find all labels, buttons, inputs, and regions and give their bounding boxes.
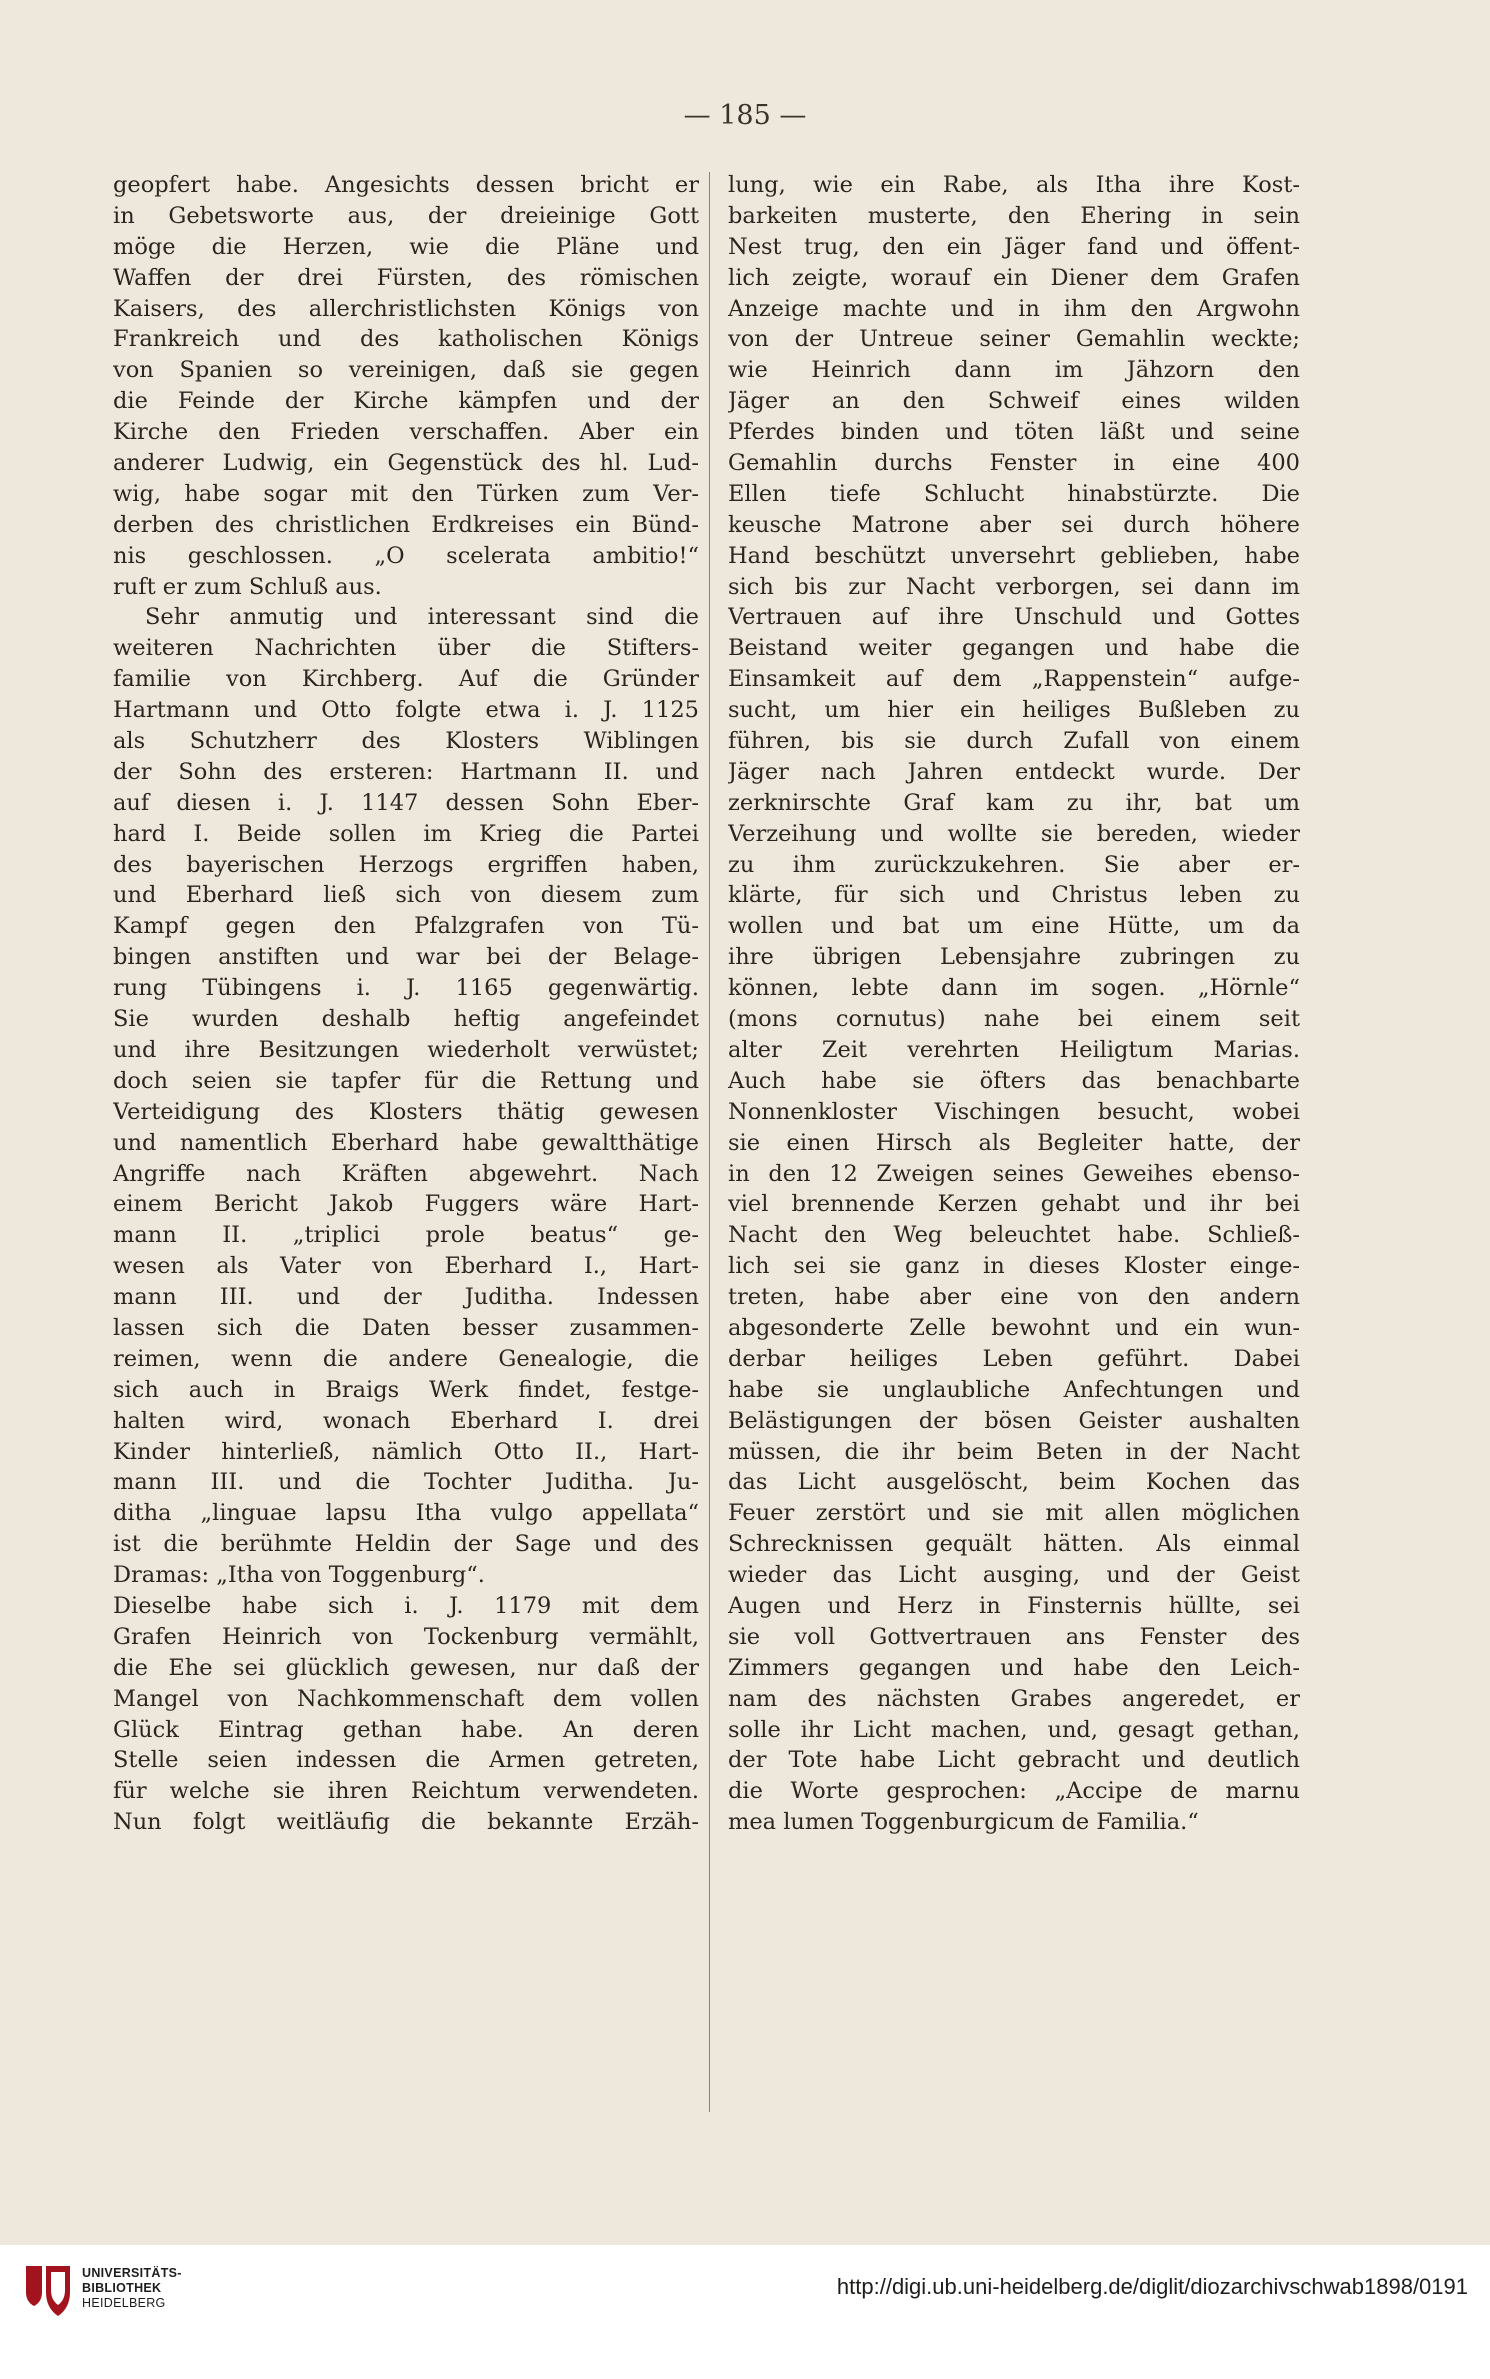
- text-line: treten, habe aber eine von den andern: [728, 1284, 1300, 1311]
- text-line: Zimmers gegangen und habe den Leich-: [728, 1654, 1300, 1681]
- text-line: Kirche den Frieden verschaffen. Aber ein: [113, 419, 699, 446]
- text-line: sie voll Gottvertrauen ans Fenster des: [728, 1623, 1300, 1650]
- text-line: Grafen Heinrich von Tockenburg vermählt,: [113, 1623, 699, 1650]
- text-line: Beistand weiter gegangen und habe die: [728, 635, 1300, 662]
- source-url-link[interactable]: http://digi.ub.uni-heidelberg.de/diglit/diozarchivschwab1898/0191: [836, 2274, 1468, 2299]
- text-line: als Schutzherr des Klosters Wiblingen: [113, 728, 699, 755]
- text-line: wie Heinrich dann im Jähzorn den: [728, 357, 1300, 384]
- text-line: alter Zeit verehrten Heiligtum Marias.: [728, 1036, 1300, 1063]
- text-line: können, lebte dann im sogen. „Hörnle“: [728, 975, 1300, 1002]
- text-line: Gemahlin durchs Fenster in eine 400: [728, 450, 1300, 477]
- text-line: barkeiten musterte, den Ehering in sein: [728, 202, 1300, 229]
- text-line: für welche sie ihren Reichtum verwendeten.: [113, 1778, 699, 1805]
- text-line: (mons cornutus) nahe bei einem seit: [728, 1006, 1300, 1033]
- text-line: die Ehe sei glücklich gewesen, nur daß der: [113, 1654, 699, 1681]
- text-line: Hand beschützt unversehrt geblieben, habe: [728, 542, 1300, 569]
- text-line: Verteidigung des Klosters thätig gewesen: [113, 1098, 699, 1125]
- text-line: des bayerischen Herzogs ergriffen haben,: [113, 851, 699, 878]
- left-text-column: [113, 170, 699, 1838]
- text-line: wieder das Licht ausging, und der Geist: [728, 1562, 1300, 1589]
- text-line: Augen und Herz in Finsternis hüllte, sei: [728, 1592, 1300, 1619]
- text-line: Kinder hinterließ, nämlich Otto II., Hart-: [113, 1438, 699, 1465]
- text-line: von Spanien so vereinigen, daß sie gegen: [113, 357, 699, 384]
- text-line: halten wird, wonach Eberhard I. drei: [113, 1407, 699, 1434]
- footer-bar: [0, 2245, 1490, 2379]
- text-line: Nest trug, den ein Jäger fand und öffent-: [728, 233, 1300, 260]
- text-line: habe sie unglaubliche Anfechtungen und: [728, 1376, 1300, 1403]
- library-name-line1: UNIVERSITÄTS-: [82, 2266, 182, 2280]
- text-line: anderer Ludwig, ein Gegenstück des hl. Lud-: [113, 450, 699, 477]
- text-line: Kampf gegen den Pfalzgrafen von Tü-: [113, 913, 699, 940]
- text-line: Waffen der drei Fürsten, des römischen: [113, 264, 699, 291]
- text-line: Dieselbe habe sich i. J. 1179 mit dem: [113, 1592, 699, 1619]
- text-line: Sehr anmutig und interessant sind die: [145, 604, 699, 631]
- column-divider: [709, 172, 710, 2112]
- text-line: hard I. Beide sollen im Krieg die Partei: [113, 820, 699, 847]
- library-name-line2: BIBLIOTHEK: [82, 2281, 162, 2295]
- text-line: sie einen Hirsch als Begleiter hatte, der: [728, 1129, 1300, 1156]
- text-line: führen, bis sie durch Zufall von einem: [728, 728, 1300, 755]
- text-line: sucht, um hier ein heiliges Bußleben zu: [728, 697, 1300, 724]
- text-line: Sie wurden deshalb heftig angefeindet: [113, 1006, 699, 1033]
- text-line: keusche Matrone aber sei durch höhere: [728, 511, 1300, 538]
- text-line: nam des nächsten Grabes angeredet, er: [728, 1685, 1300, 1712]
- text-line: Belästigungen der bösen Geister aushalten: [728, 1407, 1300, 1434]
- text-line: doch seien sie tapfer für die Rettung und: [113, 1067, 699, 1094]
- text-line: lung, wie ein Rabe, als Itha ihre Kost-: [728, 172, 1300, 198]
- text-line: Pferdes binden und töten läßt und seine: [728, 419, 1300, 446]
- text-line: und namentlich Eberhard habe gewaltthätige: [113, 1129, 699, 1156]
- text-line: der Sohn des ersteren: Hartmann II. und: [113, 758, 699, 785]
- text-line: Verzeihung und wollte sie bereden, wieder: [728, 820, 1300, 847]
- text-line: derben des christlichen Erdkreises ein Bünd-: [113, 511, 699, 538]
- library-name: [82, 2266, 182, 2311]
- text-line: lassen sich die Daten besser zusammen-: [113, 1314, 699, 1341]
- text-line: bingen anstiften und war bei der Belage-: [113, 944, 699, 971]
- text-line: Mangel von Nachkommenschaft dem vollen: [113, 1685, 699, 1712]
- text-line: sich bis zur Nacht verborgen, sei dann im: [728, 573, 1300, 600]
- text-line: mann III. und die Tochter Juditha. Ju-: [113, 1469, 699, 1496]
- text-line: mea lumen Toggenburgicum de Familia.“: [728, 1809, 1199, 1836]
- text-line: Jäger nach Jahren entdeckt wurde. Der: [728, 758, 1300, 785]
- text-line: wollen und bat um eine Hütte, um da: [728, 913, 1300, 940]
- text-line: Auch habe sie öfters das benachbarte: [728, 1067, 1300, 1094]
- text-line: Ellen tiefe Schlucht hinabstürzte. Die: [728, 480, 1300, 507]
- text-line: ist die berühmte Heldin der Sage und des: [113, 1531, 699, 1558]
- text-line: Stelle seien indessen die Armen getreten,: [113, 1747, 699, 1774]
- text-line: ruft er zum Schluß aus.: [113, 573, 382, 600]
- text-line: die Feinde der Kirche kämpfen und der: [113, 388, 699, 415]
- text-line: abgesonderte Zelle bewohnt und ein wun-: [728, 1314, 1300, 1341]
- text-line: Hartmann und Otto folgte etwa i. J. 1125: [113, 697, 699, 724]
- text-line: familie von Kirchberg. Auf die Gründer: [113, 666, 699, 693]
- text-line: wig, habe sogar mit den Türken zum Ver-: [113, 480, 699, 507]
- text-line: Nun folgt weitläufig die bekannte Erzäh-: [113, 1809, 699, 1836]
- text-line: und Eberhard ließ sich von diesem zum: [113, 882, 699, 909]
- text-line: Glück Eintrag gethan habe. An deren: [113, 1716, 699, 1743]
- text-line: mann II. „triplici prole beatus“ ge-: [113, 1222, 699, 1249]
- text-line: in Gebetsworte aus, der dreieinige Gott: [113, 202, 699, 229]
- text-line: Nacht den Weg beleuchtet habe. Schließ-: [728, 1222, 1300, 1249]
- page-number: — 185 —: [683, 100, 807, 131]
- text-line: Vertrauen auf ihre Unschuld und Gottes: [728, 604, 1300, 631]
- text-line: reimen, wenn die andere Genealogie, die: [113, 1345, 699, 1372]
- library-name-line3: HEIDELBERG: [82, 2296, 166, 2310]
- text-line: Feuer zerstört und sie mit allen möglichen: [728, 1500, 1300, 1527]
- text-line: klärte, für sich und Christus leben zu: [728, 882, 1300, 909]
- text-line: einem Bericht Jakob Fuggers wäre Hart-: [113, 1191, 699, 1218]
- text-line: Kaisers, des allerchristlichsten Königs von: [113, 295, 699, 322]
- text-line: geopfert habe. Angesichts dessen bricht er: [113, 172, 699, 198]
- text-line: der Tote habe Licht gebracht und deutlich: [728, 1747, 1300, 1774]
- text-line: die Worte gesprochen: „Accipe de marnu: [728, 1778, 1300, 1805]
- library-logo-icon: [22, 2262, 74, 2320]
- text-line: weiteren Nachrichten über die Stifters-: [113, 635, 699, 662]
- text-line: zu ihm zurückzukehren. Sie aber er-: [728, 851, 1300, 878]
- text-line: solle ihr Licht machen, und, gesagt gethan,: [728, 1716, 1300, 1743]
- text-line: Frankreich und des katholischen Königs: [113, 326, 699, 353]
- text-line: von der Untreue seiner Gemahlin weckte;: [728, 326, 1300, 353]
- text-line: lich zeigte, worauf ein Diener dem Grafen: [728, 264, 1300, 291]
- text-line: wesen als Vater von Eberhard I., Hart-: [113, 1253, 699, 1280]
- text-line: ditha „linguae lapsu Itha vulgo appellata“: [113, 1500, 699, 1527]
- text-line: Nonnenkloster Vischingen besucht, wobei: [728, 1098, 1300, 1125]
- text-line: das Licht ausgelöscht, beim Kochen das: [728, 1469, 1300, 1496]
- text-line: mann III. und der Juditha. Indessen: [113, 1284, 699, 1311]
- text-line: zerknirschte Graf kam zu ihr, bat um: [728, 789, 1300, 816]
- text-line: Jäger an den Schweif eines wilden: [728, 388, 1300, 415]
- text-line: Dramas: „Itha von Toggenburg“.: [113, 1562, 485, 1589]
- text-line: Anzeige machte und in ihm den Argwohn: [728, 295, 1300, 322]
- text-line: Einsamkeit auf dem „Rappenstein“ aufge-: [728, 666, 1300, 693]
- text-line: viel brennende Kerzen gehabt und ihr bei: [728, 1191, 1300, 1218]
- text-line: rung Tübingens i. J. 1165 gegenwärtig.: [113, 975, 699, 1002]
- text-line: ihre übrigen Lebensjahre zubringen zu: [728, 944, 1300, 971]
- text-line: müssen, die ihr beim Beten in der Nacht: [728, 1438, 1300, 1465]
- text-line: Schrecknissen gequält hätten. Als einmal: [728, 1531, 1300, 1558]
- text-line: derbar heiliges Leben geführt. Dabei: [728, 1345, 1300, 1372]
- text-line: auf diesen i. J. 1147 dessen Sohn Eber-: [113, 789, 699, 816]
- text-line: nis geschlossen. „O scelerata ambitio!“: [113, 542, 699, 569]
- text-line: Angriffe nach Kräften abgewehrt. Nach: [113, 1160, 699, 1187]
- text-line: und ihre Besitzungen wiederholt verwüstet;: [113, 1036, 699, 1063]
- text-line: lich sei sie ganz in dieses Kloster einge-: [728, 1253, 1300, 1280]
- text-line: in den 12 Zweigen seines Geweihes ebenso-: [728, 1160, 1300, 1187]
- right-text-column: [728, 170, 1300, 1838]
- text-line: sich auch in Braigs Werk findet, festge-: [113, 1376, 699, 1403]
- text-line: möge die Herzen, wie die Pläne und: [113, 233, 699, 260]
